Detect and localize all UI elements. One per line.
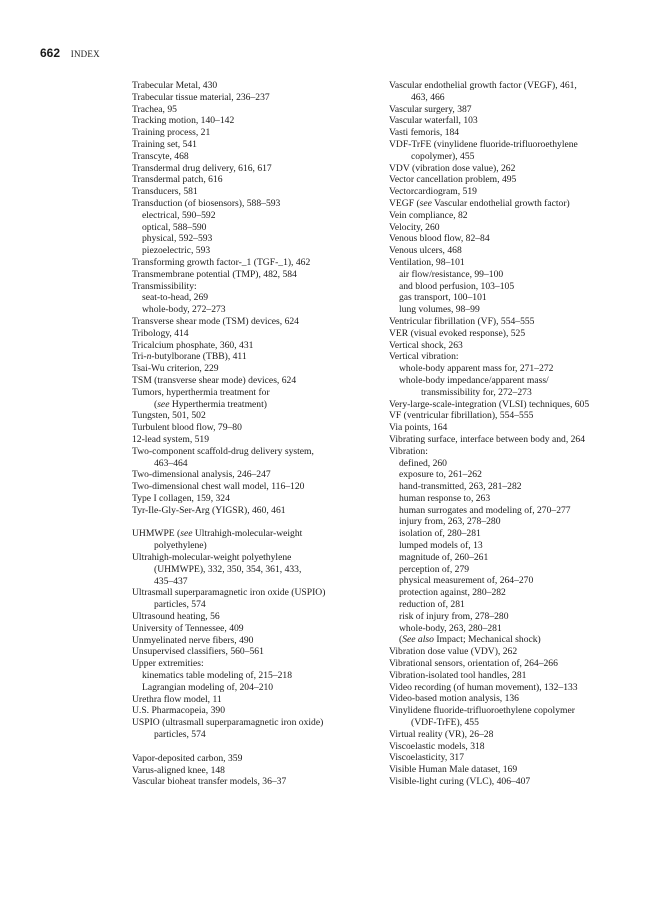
index-subentry: optical, 588–590 [142,221,207,233]
index-entry: Vibration dose value (VDV), 262 [389,646,518,658]
index-entry: Training set, 541 [132,138,197,150]
index-entry: Tri-n-butylborane (TBB), 411 [132,351,247,363]
index-entry: Transdermal patch, 616 [132,174,223,186]
index-entry: Transverse shear mode (TSM) devices, 624 [132,315,299,327]
index-continuation: 435–437 [154,575,188,587]
index-entry: Vectorcardiogram, 519 [389,186,477,198]
index-entry: Viscoelasticity, 317 [389,752,465,764]
index-entry: Video-based motion analysis, 136 [389,693,519,705]
index-entry: Vinylidene fluoride-trifluoroethylene copolymer [389,705,575,717]
index-subentry: and blood perfusion, 103–105 [399,280,515,292]
running-head: INDEX [70,49,100,59]
index-entry: VDV (vibration dose value), 262 [389,162,516,174]
index-entry: Vibration: [389,445,428,457]
index-entry: VEGF (see Vascular endothelial growth factor) [389,197,570,209]
index-entry: Two-dimensional analysis, 246–247 [132,469,271,481]
index-entry: Transdermal drug delivery, 616, 617 [132,162,272,174]
index-entry: Tribology, 414 [132,327,189,339]
index-entry: Viscoelastic models, 318 [389,740,485,752]
index-entry: VF (ventricular fibrillation), 554–555 [389,410,534,422]
index-continuation: particles, 574 [154,729,206,741]
index-entry: Ventricular fibrillation (VF), 554–555 [389,315,535,327]
index-entry: Vascular bioheat transfer models, 36–37 [132,776,287,788]
index-subentry: kinematics table modeling of, 215–218 [142,670,293,682]
index-entry: Transmissibility: [132,280,197,292]
index-entry: Unsupervised classifiers, 560–561 [132,646,264,658]
index-subentry: protection against, 280–282 [399,587,506,599]
index-subentry: whole-body apparent mass for, 271–272 [399,363,554,375]
index-entry: 12-lead system, 519 [132,433,210,445]
index-subentry: whole-body, 263, 280–281 [399,622,502,634]
index-subentry: exposure to, 261–262 [399,469,482,481]
index-subentry: physical measurement of, 264–270 [399,575,534,587]
index-continuation: 463–464 [154,457,188,469]
index-subentry: isolation of, 280–281 [399,528,481,540]
index-entry: Vibrational sensors, orientation of, 264–266 [389,658,558,670]
index-entry: University of Tennessee, 409 [132,622,244,634]
index-subentry: magnitude of, 260–261 [399,551,489,563]
index-entry: Unmyelinated nerve fibers, 490 [132,634,254,646]
index-subentry: human surrogates and modeling of, 270–277 [399,504,571,516]
index-entry: Virtual reality (VR), 26–28 [389,728,494,740]
index-entry: Trabecular tissue material, 236–237 [132,91,270,103]
index-entry: Venous ulcers, 468 [389,245,462,257]
index-subentry: Lagrangian modeling of, 204–210 [142,681,274,693]
index-continuation: transmissibility for, 272–273 [421,386,532,398]
index-entry: Tumors, hyperthermia treatment for [132,386,270,398]
index-entry: Type I collagen, 159, 324 [132,492,230,504]
index-entry: Tsai-Wu criterion, 229 [132,363,219,375]
index-entry: Transducers, 581 [132,186,198,198]
index-entry: Vasti femoris, 184 [389,127,460,139]
index-subentry: human response to, 263 [399,492,491,504]
index-entry: Tricalcium phosphate, 360, 431 [132,339,254,351]
index-continuation: (UHMWPE), 332, 350, 354, 361, 433, [154,563,302,575]
index-entry: Vein compliance, 82 [389,209,468,221]
index-entry: Tracking motion, 140–142 [132,115,235,127]
index-entry: Ultrasound heating, 56 [132,611,220,623]
index-entry: Vibrating surface, interface between body and, 264 [389,433,586,445]
index-entry: Transmembrane potential (TMP), 482, 584 [132,268,297,280]
index-subentry: risk of injury from, 278–280 [399,610,509,622]
index-entry: Vascular waterfall, 103 [389,115,478,127]
index-entry: Venous blood flow, 82–84 [389,233,490,245]
index-entry: Trabecular Metal, 430 [132,80,218,91]
index-entry: Video recording (of human movement), 132–133 [389,681,578,693]
index-entry: Vertical vibration: [389,351,459,363]
index-entry: Vertical shock, 263 [389,339,463,351]
index-entry: Vapor-deposited carbon, 359 [132,752,243,764]
index-entry: Ventilation, 98–101 [389,256,465,268]
index-entry: Urethra flow model, 11 [132,693,222,705]
index-continuation: 463, 466 [411,91,445,103]
index-entry: Ultrasmall superparamagnetic iron oxide (USPIO) [132,587,326,599]
index-entry: Vascular surgery, 387 [389,103,472,115]
index-subentry: piezoelectric, 593 [142,245,211,257]
index-entry: Vibration-isolated tool handles, 281 [389,669,527,681]
index-subentry: electrical, 590–592 [142,209,216,221]
index-entry: UHMWPE (see Ultrahigh-molecular-weight [132,528,303,540]
index-subentry: air flow/resistance, 99–100 [399,268,504,280]
index-continuation: particles, 574 [154,599,206,611]
index-subentry: injury from, 263, 278–280 [399,516,501,528]
index-entry: Very-large-scale-integration (VLSI) techniques, 605 [389,398,590,410]
index-subentry: physical, 592–593 [142,233,213,245]
section-gap [132,741,380,753]
index-subentry: whole-body, 272–273 [142,304,226,316]
index-subentry: (See also Impact; Mechanical shock) [399,634,541,646]
index-entry: Transforming growth factor-_1 (TGF-_1), 462 [132,256,311,268]
index-entry: Tyr-Ile-Gly-Ser-Arg (YIGSR), 460, 461 [132,504,286,516]
index-entry: U.S. Pharmacopeia, 390 [132,705,225,717]
page-header [40,47,100,61]
index-subentry: lumped models of, 13 [399,540,483,552]
index-entry: Ultrahigh-molecular-weight polyethylene [132,552,292,564]
index-continuation: copolymer), 455 [411,150,475,162]
index-entry: Via points, 164 [389,422,448,434]
index-subentry: lung volumes, 98–99 [399,304,480,316]
index-subentry: defined, 260 [399,457,447,469]
index-subentry: whole-body impedance/apparent mass/ [399,374,549,386]
index-entry: Velocity, 260 [389,221,440,233]
index-entry: Transduction (of biosensors), 588–593 [132,197,281,209]
page-number: 662 [40,46,61,60]
index-subentry: gas transport, 100–101 [399,292,487,304]
index-entry: Upper extremities: [132,658,204,670]
index-subentry: seat-to-head, 269 [142,292,209,304]
index-entry: VDF-TrFE (vinylidene fluoride-trifluoroethylene [389,138,578,150]
index-entry: Two-dimensional chest wall model, 116–120 [132,481,305,493]
index-entry: Visible Human Male dataset, 169 [389,764,518,776]
index-entry: USPIO (ultrasmall superparamagnetic iron oxide) [132,717,324,729]
index-entry: Two-component scaffold-drug delivery system, [132,445,314,457]
index-entry: Vascular endothelial growth factor (VEGF), 461, [389,80,577,91]
index-entry: Varus-aligned knee, 148 [132,764,225,776]
index-continuation: (see Hyperthermia treatment) [154,398,267,410]
index-entry: Turbulent blood flow, 79–80 [132,422,242,434]
index-entry: Visible-light curing (VLC), 406–407 [389,776,531,788]
index-subentry: perception of, 279 [399,563,470,575]
index-entry: Training process, 21 [132,127,211,139]
index-entry: Tungsten, 501, 502 [132,410,206,422]
index-subentry: reduction of, 281 [399,599,465,611]
index-column-left [132,80,380,788]
index-entry: VER (visual evoked response), 525 [389,327,526,339]
index-entry: Vector cancellation problem, 495 [389,174,517,186]
index-column-right [389,80,639,788]
index-subentry: hand-transmitted, 263, 281–282 [399,481,522,493]
index-entry: Trachea, 95 [132,103,177,115]
index-entry: Transcyte, 468 [132,150,189,162]
index-continuation: polyethylene) [154,540,207,552]
index-entry: TSM (transverse shear mode) devices, 624 [132,374,297,386]
index-continuation: (VDF-TrFE), 455 [411,717,479,729]
section-gap [132,516,380,528]
